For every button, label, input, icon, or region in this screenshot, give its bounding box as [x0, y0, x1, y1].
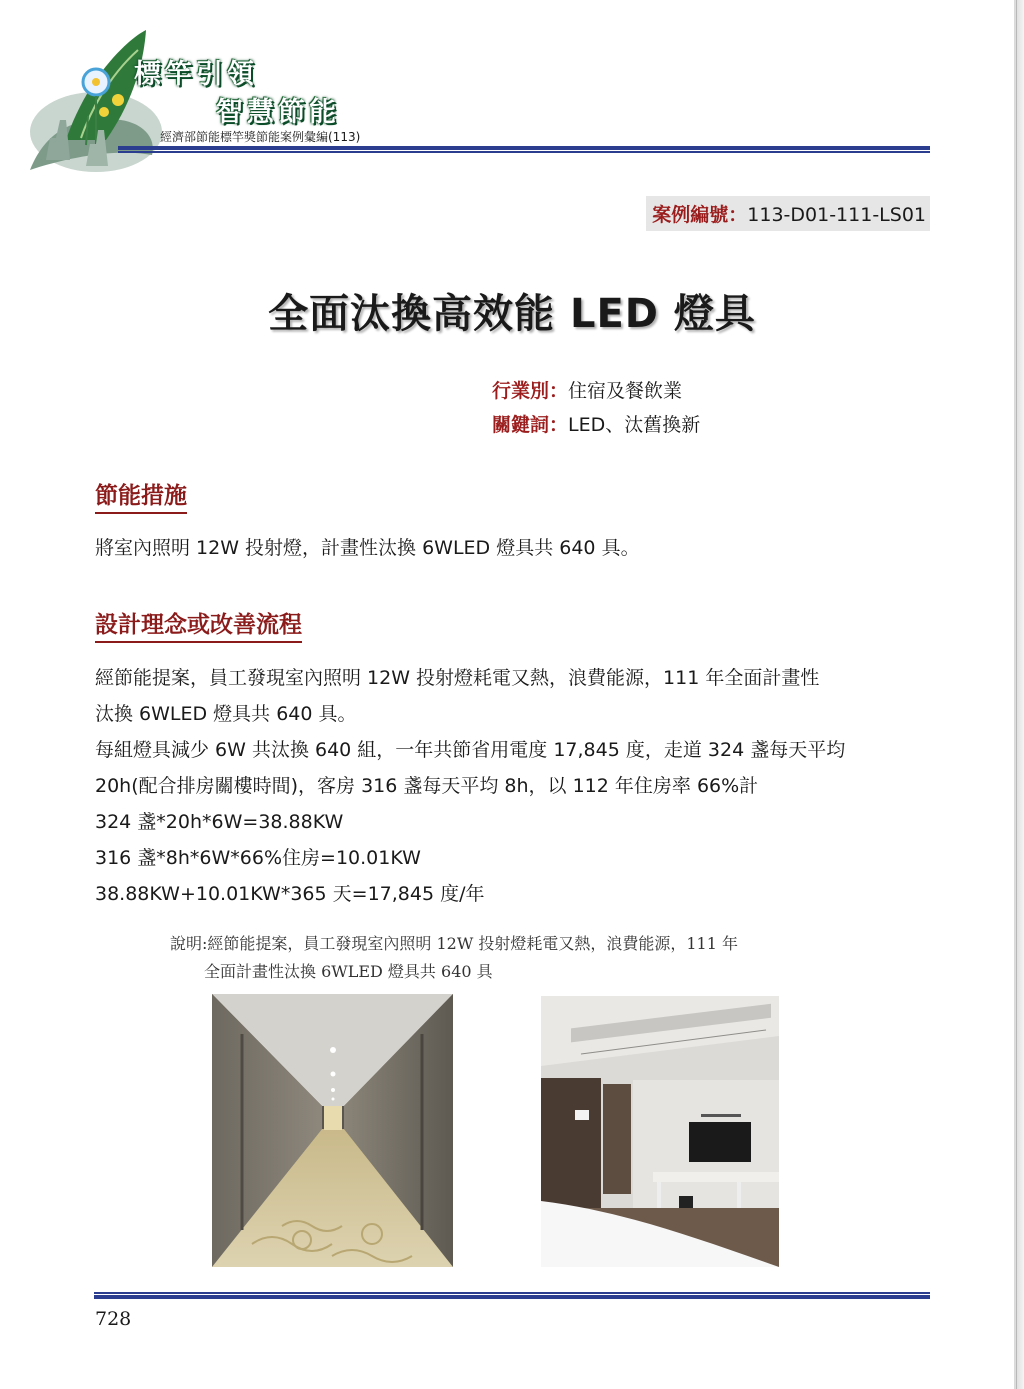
- guestroom-illustration-icon: [541, 996, 779, 1267]
- caption-line: 全面計畫性汰換 6WLED 燈具共 640 具: [204, 962, 493, 981]
- header-rule: [118, 146, 930, 153]
- corridor-illustration-icon: [212, 994, 453, 1267]
- design-line: 38.88KW+10.01KW*365 天=17,845 度/年: [95, 883, 485, 905]
- guestroom-photo: [541, 996, 779, 1267]
- design-line: 每組燈具減少 6W 共汰換 640 組，一年共節省用電度 17,845 度，走道 324 盞每天平均: [95, 739, 846, 761]
- photo-caption: [170, 930, 890, 986]
- section-heading-design: 設計理念或改善流程: [95, 606, 302, 643]
- caption-line: 說明:經節能提案，員工發現室內照明 12W 投射燈耗電又熱，浪費能源，111 年: [170, 934, 738, 953]
- industry-label: 行業別：: [492, 380, 569, 402]
- keywords-label: 關鍵詞：: [492, 414, 569, 436]
- design-line: 316 盞*8h*6W*66%住房=10.01KW: [95, 847, 421, 869]
- industry-line: [492, 376, 682, 403]
- design-line: 經節能提案，員工發現室內照明 12W 投射燈耗電又熱，浪費能源，111 年全面計畫性: [95, 667, 820, 689]
- header-subtitle: 經濟部節能標竿獎節能案例彙編(113): [160, 130, 361, 144]
- design-line: 20h(配合排房關樓時間)，客房 316 盞每天平均 8h，以 112 年住房率 66%計: [95, 775, 759, 797]
- keywords-line: [492, 410, 700, 437]
- design-line: 汰換 6WLED 燈具共 640 具。: [95, 703, 357, 725]
- design-text: [95, 660, 935, 912]
- page-number: 728: [95, 1308, 132, 1330]
- industry-value: 住宿及餐飲業: [568, 380, 683, 402]
- case-number-label: 案例編號：: [652, 204, 748, 226]
- corridor-photo: [212, 994, 453, 1267]
- logo-title-line2: 智慧節能: [216, 97, 340, 128]
- design-line: 324 盞*20h*6W=38.88KW: [95, 811, 344, 833]
- section-heading-measures: 節能措施: [95, 477, 187, 514]
- measures-text: 將室內照明 12W 投射燈，計畫性汰換 6WLED 燈具共 640 具。: [95, 537, 640, 559]
- logo-title-line1: 標竿引領: [134, 59, 258, 90]
- case-number-value: 113-D01-111-LS01: [747, 204, 926, 226]
- header-logo: [26, 20, 356, 180]
- case-number: [646, 196, 930, 231]
- page-title: 全面汰換高效能 LED 燈具: [268, 291, 756, 337]
- footer-rule: [94, 1292, 930, 1300]
- page-edge: [1014, 0, 1024, 1389]
- keywords-value: LED、汰舊換新: [568, 414, 701, 436]
